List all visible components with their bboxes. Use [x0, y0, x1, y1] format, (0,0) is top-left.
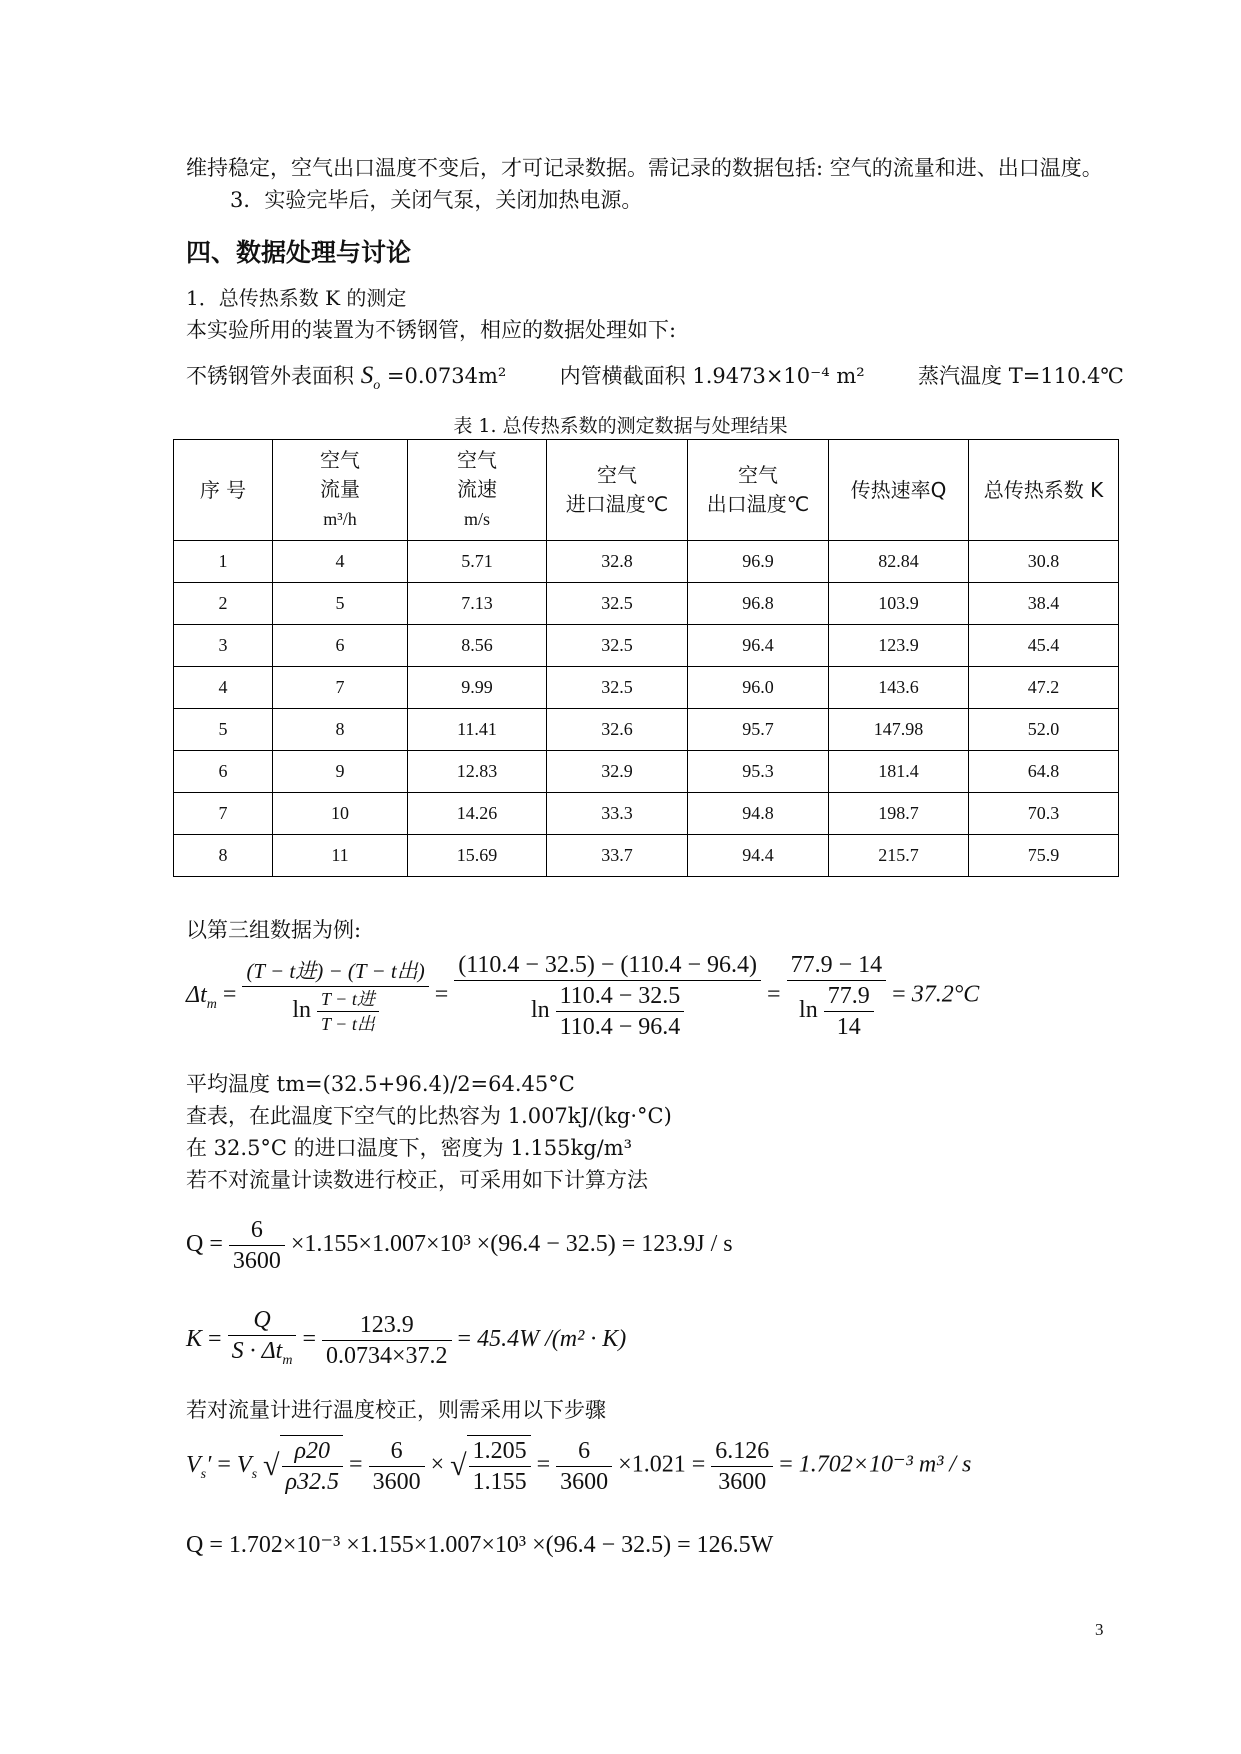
table-cell: 82.84 — [829, 541, 969, 583]
corrected-flow-equation: $V_s' = V_s$ √ $\frac{\rho 20}{\rho 32.5}$ = $\frac{6}{3600}$ × √ $\frac{1.205}{1.155}$ = $\frac{6}{3600}$ ×1.021 = $\frac{6.126}{3600}$ = 1.702×10⁻³ m³ / s — [186, 1435, 971, 1497]
table-cell: 6 — [174, 751, 273, 793]
table-row — [174, 793, 1119, 835]
table-cell: 12.83 — [408, 751, 547, 793]
q1-fraction: $\frac{6}{3600}$ — [229, 1215, 285, 1276]
log-mean-temp-equation: $\Delta t_m$ = (T − t进) − (T − t出) ln $\frac{\text{T − t进}}{\text{T − t出}}$ = (110.4 − 32.5) − (110.4 − 96.4) ln $\frac{110.4 - 32.5}{110.4 - 96.4}$ = 77.9 − 14 ln $\frac{77.9}{14}$ = 37.2°C — [186, 952, 980, 1040]
table-cell: 96.8 — [688, 583, 829, 625]
heat-rate-equation: Q = $\frac{6}{3600}$ ×1.155×1.007×10³ ×(96.4 − 32.5) = 123.9J / s — [186, 1217, 733, 1274]
header-heat-rate: 传热速率Q — [829, 440, 969, 541]
table-cell: 32.6 — [547, 709, 688, 751]
page-number: 3 — [1095, 1620, 1104, 1639]
table-cell: 38.4 — [969, 583, 1119, 625]
k-fraction-numeric: $\frac{123.9}{0.0734\times 37.2}$ — [322, 1310, 452, 1371]
step-3-text: 3．实验完毕后，关闭气泵，关闭加热电源。 — [230, 188, 643, 212]
table-row — [174, 625, 1119, 667]
table-cell: 11 — [273, 835, 408, 877]
paragraph-line: 维持稳定，空气出口温度不变后，才可记录数据。需记录的数据包括: 空气的流量和进、出口温度。 — [186, 156, 1103, 180]
table-cell: 32.5 — [547, 583, 688, 625]
table-cell: 147.98 — [829, 709, 969, 751]
table-cell: 15.69 — [408, 835, 547, 877]
table-cell: 7.13 — [408, 583, 547, 625]
table-cell: 3 — [174, 625, 273, 667]
table-cell: 33.7 — [547, 835, 688, 877]
table-cell: 7 — [174, 793, 273, 835]
table-cell: 10 — [273, 793, 408, 835]
setup-description: 本实验所用的装置为不锈钢管，相应的数据处理如下: — [186, 318, 677, 342]
table-cell: 95.3 — [688, 751, 829, 793]
header-inlet-temp: 空气 进口温度℃ — [547, 440, 688, 541]
dtm-lhs: $\Delta t_m$ — [186, 981, 217, 1012]
table-cell: 75.9 — [969, 835, 1119, 877]
table-cell: 96.9 — [688, 541, 829, 583]
table-row — [174, 583, 1119, 625]
table-cell: 4 — [273, 541, 408, 583]
table-cell: 8 — [174, 835, 273, 877]
table-cell: 9.99 — [408, 667, 547, 709]
mean-temperature: 平均温度 tm=(32.5+96.4)/2=64.45°C — [186, 1072, 575, 1096]
corrected-heat-rate-equation: Q = 1.702×10⁻³ ×1.155×1.007×10³ ×(96.4 − 32.5) = 126.5W — [186, 1532, 774, 1558]
table-cell: 32.8 — [547, 541, 688, 583]
vs-result: 1.702×10⁻³ m³ / s — [798, 1451, 972, 1478]
table-row — [174, 667, 1119, 709]
area-symbol: $S_o$ — [360, 362, 381, 393]
header-flow: 空气 流量 m³/h — [273, 440, 408, 541]
heat-transfer-table — [173, 439, 1119, 877]
area-value: =0.0734m² — [386, 364, 507, 388]
table-cell: 32.5 — [547, 625, 688, 667]
table-cell: 198.7 — [829, 793, 969, 835]
table-row — [174, 541, 1119, 583]
table-cell: 1 — [174, 541, 273, 583]
dtm-fraction-simplified: 77.9 − 14 ln $\frac{77.9}{14}$ — [787, 950, 887, 1042]
table-cell: 181.4 — [829, 751, 969, 793]
table-cell: 4 — [174, 667, 273, 709]
table-cell: 32.9 — [547, 751, 688, 793]
table-cell: 33.3 — [547, 793, 688, 835]
table-row — [174, 835, 1119, 877]
table-cell: 5.71 — [408, 541, 547, 583]
density: 在 32.5°C 的进口温度下，密度为 1.155kg/m³ — [186, 1136, 633, 1160]
table-cell: 96.0 — [688, 667, 829, 709]
table-row — [174, 709, 1119, 751]
table-cell: 5 — [273, 583, 408, 625]
table-cell: 45.4 — [969, 625, 1119, 667]
table-cell: 70.3 — [969, 793, 1119, 835]
table-cell: 123.9 — [829, 625, 969, 667]
table-cell: 95.7 — [688, 709, 829, 751]
table-cell: 5 — [174, 709, 273, 751]
dtm-result: 37.2°C — [911, 981, 980, 1008]
k-result: 45.4W /(m² · K) — [477, 1325, 627, 1352]
table-cell: 215.7 — [829, 835, 969, 877]
table-cell: 47.2 — [969, 667, 1119, 709]
table-cell: 64.8 — [969, 751, 1119, 793]
table-cell: 103.9 — [829, 583, 969, 625]
table-cell: 30.8 — [969, 541, 1119, 583]
table-cell: 94.4 — [688, 835, 829, 877]
cross-section-area: 内管横截面积 1.9473×10⁻⁴ m² — [559, 364, 865, 388]
header-velocity: 空气 流速 m/s — [408, 440, 547, 541]
k-equation: K = $\frac{Q}{S \cdot \Delta t_m}$ = $\frac{123.9}{0.0734\times 37.2}$ = 45.4W /(m² · K) — [186, 1305, 626, 1376]
steam-temperature: 蒸汽温度 T=110.4℃ — [918, 364, 1124, 388]
table-cell: 96.4 — [688, 625, 829, 667]
dtm-fraction-numeric: (110.4 − 32.5) − (110.4 − 96.4) ln $\frac{110.4 - 32.5}{110.4 - 96.4}$ — [454, 950, 761, 1042]
table-cell: 52.0 — [969, 709, 1119, 751]
section-heading: 四、数据处理与讨论 — [186, 238, 412, 267]
table-cell: 8.56 — [408, 625, 547, 667]
with-correction-intro: 若对流量计进行温度校正，则需采用以下步骤 — [186, 1398, 606, 1422]
table-header-row — [174, 440, 1119, 541]
example-intro: 以第三组数据为例: — [186, 918, 362, 942]
k-fraction-symbolic: $\frac{Q}{S \cdot \Delta t_m}$ — [228, 1305, 297, 1376]
table-cell: 9 — [273, 751, 408, 793]
header-outlet-temp: 空气 出口温度℃ — [688, 440, 829, 541]
table-cell: 32.5 — [547, 667, 688, 709]
area-label: 不锈钢管外表面积 — [186, 364, 354, 388]
table-cell: 2 — [174, 583, 273, 625]
table-caption: 表 1. 总传热系数的测定数据与处理结果 — [453, 415, 788, 437]
table-cell: 143.6 — [829, 667, 969, 709]
table-cell: 6 — [273, 625, 408, 667]
table-cell: 11.41 — [408, 709, 547, 751]
q1-tail: ×1.155×1.007×10³ ×(96.4 − 32.5) = 123.9J / s — [290, 1231, 733, 1258]
subsection-title: 1．总传热系数 K 的测定 — [186, 286, 407, 310]
table-cell: 7 — [273, 667, 408, 709]
parameter-line — [186, 361, 1124, 401]
header-k: 总传热系数 K — [969, 440, 1119, 541]
table-cell: 8 — [273, 709, 408, 751]
header-index: 序 号 — [174, 440, 273, 541]
table-cell: 14.26 — [408, 793, 547, 835]
no-correction-intro: 若不对流量计读数进行校正，可采用如下计算方法 — [186, 1168, 648, 1192]
table-row — [174, 751, 1119, 793]
dtm-fraction-symbolic: (T − t进) − (T − t出) ln $\frac{\text{T − t进}}{\text{T − t出}}$ — [242, 956, 428, 1036]
specific-heat: 查表，在此温度下空气的比热容为 1.007kJ/(kg·°C) — [186, 1104, 672, 1128]
table-cell: 94.8 — [688, 793, 829, 835]
